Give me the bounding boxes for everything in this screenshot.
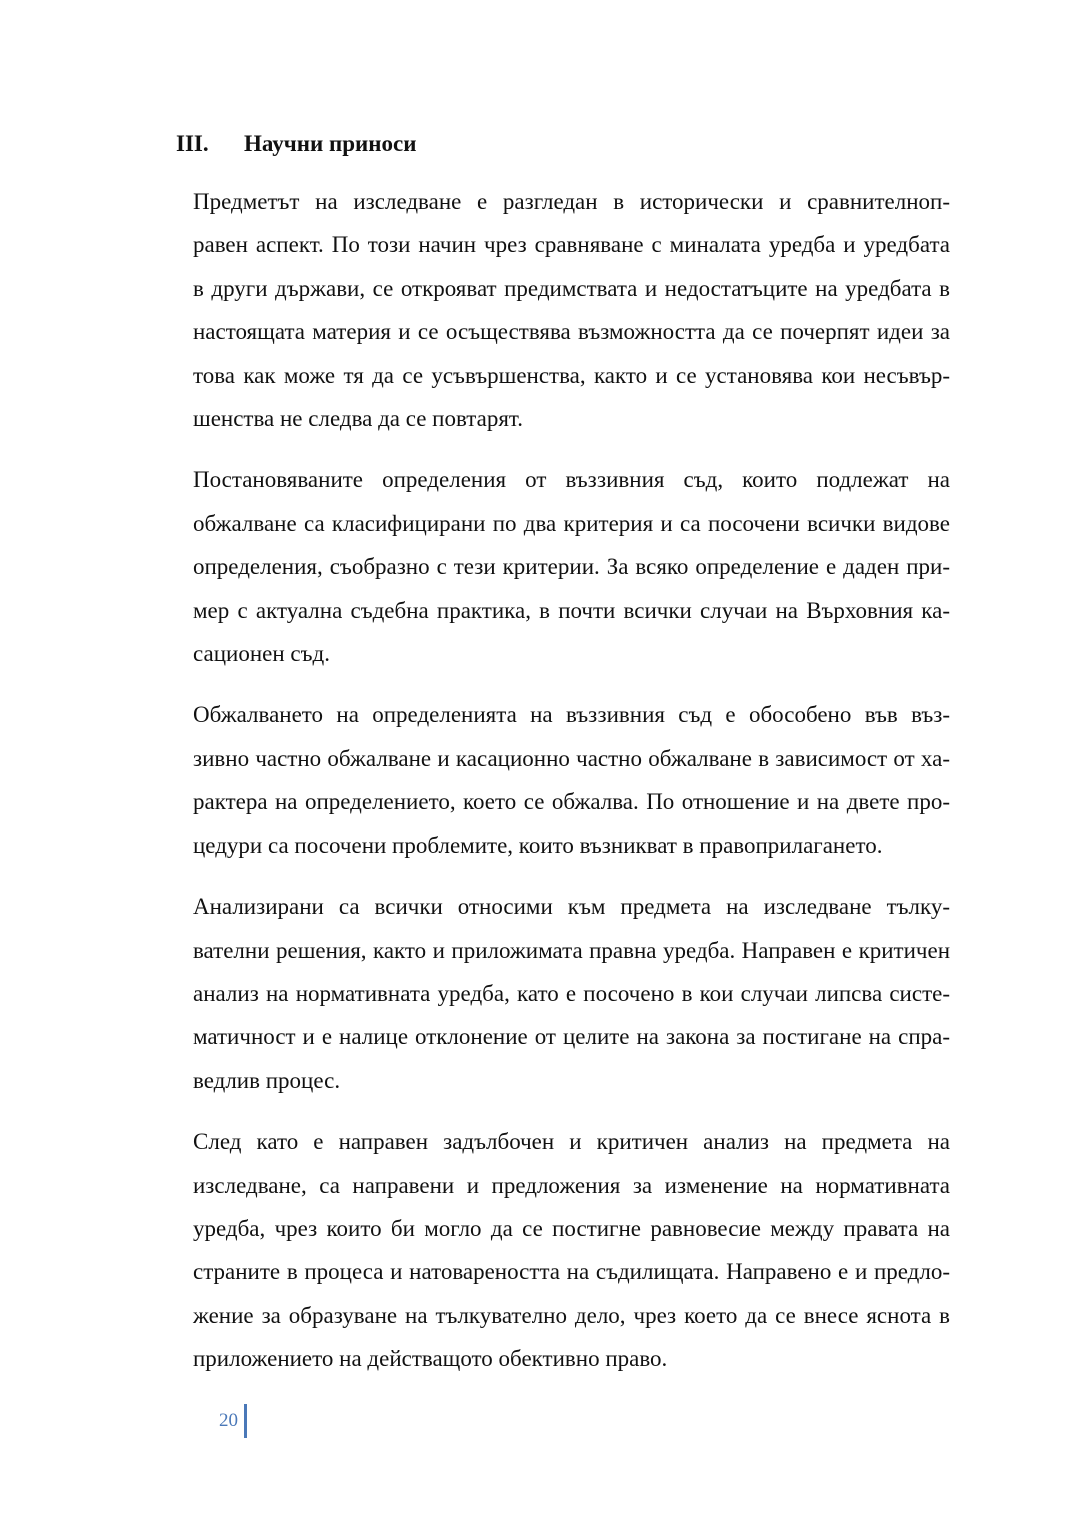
- paragraph: [129, 885, 950, 1102]
- text-line: това как може тя да се усъвършенства, както и се установява кои несъвър-: [193, 362, 950, 388]
- page-footer: [219, 1404, 247, 1438]
- text-line: Постановяваните определения от въззивния съд, които подлежат на: [193, 467, 950, 493]
- section-title: Научни приноси: [244, 131, 417, 156]
- text-line: матичност и е налице отклонение от целите на закона за постигане на спра-: [193, 1024, 950, 1050]
- text-line: жение за образуване на тълкувателно дело, чрез което да се внесе яснота в: [193, 1302, 950, 1328]
- text-line: рактера на определението, което се обжалва. По отношение и на двете про-: [193, 789, 950, 815]
- text-line: шенства не следва да се повтарят.: [193, 406, 523, 432]
- text-line: цедури са посочени проблемите, които възникват в правоприлагането.: [193, 832, 883, 858]
- text-line: Анализирани са всички относими към предмета на изследване тълку-: [193, 894, 950, 920]
- text-line: Обжалването на определенията на въззивния съд е обособено във въз-: [193, 702, 950, 728]
- text-line: сационен съд.: [193, 641, 330, 667]
- text-line: ведлив процес.: [193, 1067, 341, 1093]
- text-line: определения, съобразно с тези критерии. За всяко определение е даден при-: [193, 554, 950, 580]
- text-line: уредба, чрез които би могло да се постигне равновесие между правата на: [193, 1215, 950, 1241]
- body-text: [129, 180, 950, 1399]
- text-line: Предметът на изследване е разгледан в исторически и сравнителноп-: [193, 189, 950, 214]
- text-line: приложението на действащото обективно право.: [193, 1346, 668, 1372]
- text-line: зивно частно обжалване и касационно частно обжалване в зависимост от ха-: [193, 745, 950, 771]
- paragraph: [129, 693, 950, 867]
- text-line: След като е направен задълбочен и критичен анализ на предмета на: [193, 1129, 950, 1155]
- text-line: страните в процеса и натовареността на съдилищата. Направено е и предло-: [193, 1259, 950, 1285]
- text-line: обжалване са класифицирани по два критерия и са посочени всички видове: [193, 510, 950, 536]
- text-line: равен аспект. По този начин чрез сравняване с миналата уредба и уредбата: [193, 232, 950, 258]
- text-line: изследване, са направени и предложения за изменение на нормативната: [193, 1172, 950, 1198]
- text-line: в други държави, се открояват предимствата и недостатъците на уредбата в: [193, 275, 950, 301]
- paragraph: [129, 1120, 950, 1380]
- text-line: вателни решения, както и приложимата правна уредба. Направен е критичен: [193, 937, 950, 963]
- section-heading: [176, 128, 416, 160]
- text-line: настоящата материя и се осъществява възможността да се почерпят идеи за: [193, 319, 950, 345]
- text-line: анализ на нормативната уредба, като е посочено в кои случаи липсва систе-: [193, 980, 950, 1006]
- section-number: III.: [176, 131, 209, 156]
- text-line: мер с актуална съдебна практика, в почти всички случаи на Върховния ка-: [193, 597, 950, 623]
- page-number: 20: [219, 1410, 238, 1431]
- paragraph: [129, 180, 950, 440]
- footer-accent-bar: [244, 1404, 247, 1438]
- paragraph: [129, 458, 950, 675]
